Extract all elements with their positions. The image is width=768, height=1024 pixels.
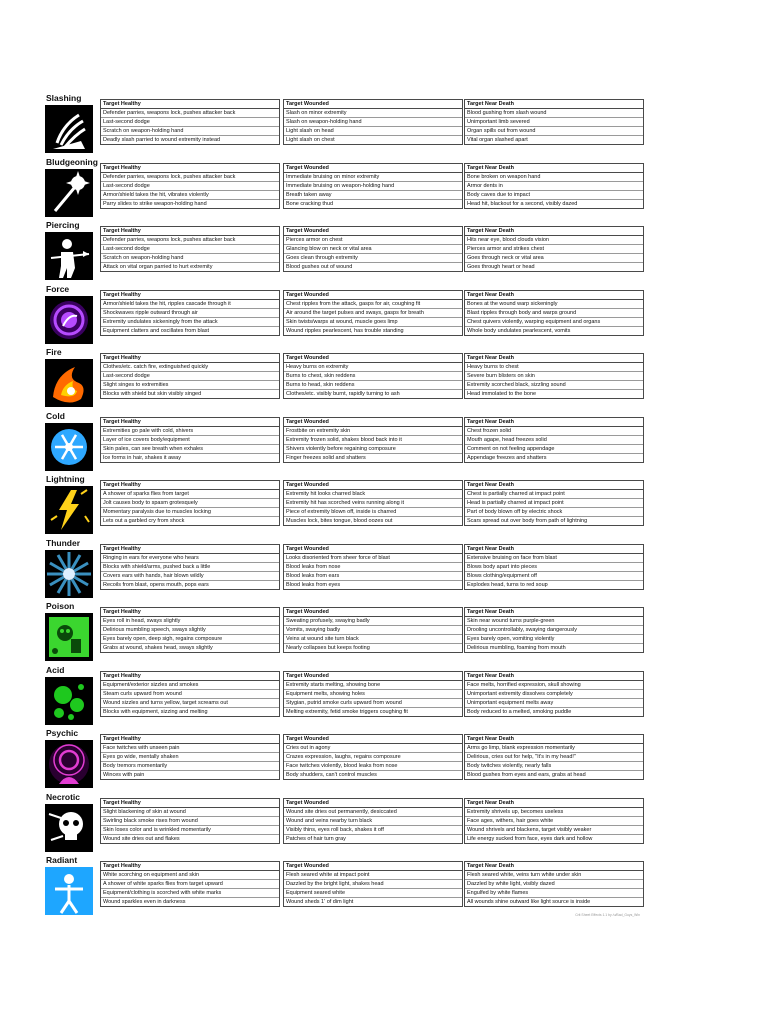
- table-row: Blood leaks from eyes: [286, 581, 341, 588]
- table-row: Shockwaves ripple outward through air: [101, 309, 279, 318]
- table-header: Target Healthy: [101, 862, 279, 871]
- effects-table: [100, 163, 280, 209]
- table-row: Blood gushing from slash wound: [465, 109, 643, 118]
- effects-table: [464, 734, 644, 780]
- table-row: Nearly collapses but keeps footing: [286, 645, 370, 651]
- table-row: Vital organ slashed apart: [467, 137, 528, 143]
- table-row: Organ spills out from wound: [465, 127, 643, 136]
- table-row: Attack on vital organ parried to hurt extremity: [103, 264, 213, 270]
- table-header: Target Wounded: [284, 481, 462, 490]
- table-header: Target Wounded: [284, 354, 462, 363]
- fire-icon: [45, 359, 93, 407]
- table-header: Target Healthy: [101, 545, 279, 554]
- table-header: Target Healthy: [101, 354, 279, 363]
- effects-table: [100, 671, 280, 717]
- table-row: Wound and veins nearby turn black: [284, 817, 462, 826]
- table-row: Extremity hit looks charred black: [284, 490, 462, 499]
- effects-table: [100, 353, 280, 399]
- effects-table: [464, 861, 644, 907]
- table-row: Skin twists/warps at wound, muscle goes limp: [284, 318, 462, 327]
- table-row: Blood leaks from nose: [284, 563, 462, 572]
- table-row: Flesh seared white at impact point: [284, 871, 462, 880]
- table-row: Drooling uncontrollably, swaying dangerously: [465, 626, 643, 635]
- effects-table: [283, 417, 463, 463]
- section-lightning: [44, 473, 768, 537]
- section-bludgeoning: [44, 156, 768, 220]
- table-row: Delirious mumbling, foaming from mouth: [467, 645, 566, 651]
- effects-table: [283, 480, 463, 526]
- table-header: Target Healthy: [101, 608, 279, 617]
- table-header: Target Wounded: [284, 227, 462, 236]
- table-row: Wound sheds 1' of dim light: [286, 899, 354, 905]
- table-row: Blocks with shield/arms, pushed back a little: [101, 563, 279, 572]
- table-header: Target Healthy: [101, 799, 279, 808]
- section-title: Cold: [46, 410, 65, 421]
- table-row: Extremity undulates sickeningly from the attack: [101, 318, 279, 327]
- table-row: Last-second dodge: [101, 118, 279, 127]
- table-header: Target Near Death: [465, 227, 643, 236]
- table-row: Stygian, putrid smoke curls upward from wound: [284, 699, 462, 708]
- table-row: Wound site dries out permanently, desiccated: [284, 808, 462, 817]
- table-row: Last-second dodge: [101, 372, 279, 381]
- table-row: Head immolated to the bone: [467, 391, 537, 397]
- table-row: Extremity shrivels up, becomes useless: [465, 808, 643, 817]
- section-cold: [44, 410, 768, 474]
- effects-table: [100, 544, 280, 590]
- table-header: Target Healthy: [101, 481, 279, 490]
- table-header: Target Near Death: [465, 481, 643, 490]
- table-row: Extremities go pale with cold, shivers: [101, 427, 279, 436]
- table-row: Blood leaks from ears: [284, 572, 462, 581]
- section-title: Acid: [46, 664, 65, 675]
- thunder-icon: [45, 550, 93, 598]
- table-row: Defender parries, weapons lock, pushes attacker back: [101, 109, 279, 118]
- table-row: Equipment seared white: [284, 889, 462, 898]
- table-row: Slight singes to extremities: [101, 381, 279, 390]
- lightning-icon: [45, 486, 93, 534]
- table-row: Wound site dries out and flakes: [103, 835, 180, 842]
- table-row: Skin loses color and is wrinkled momentarily: [101, 826, 279, 835]
- table-row: Blocks with shield but skin visibly singed: [103, 391, 202, 397]
- table-row: Equipment/exterior sizzles and smokes: [101, 681, 279, 690]
- table-row: Momentary paralysis due to muscles locking: [101, 508, 279, 517]
- table-row: Last-second dodge: [101, 182, 279, 191]
- table-row: Goes through heart or head: [467, 264, 535, 270]
- table-row: Body caves due to impact: [465, 191, 643, 200]
- table-row: Slash on weapon-holding hand: [284, 118, 462, 127]
- table-row: Visibly thins, eyes roll back, shakes it off: [284, 826, 462, 835]
- table-row: Chest quivers violently, warping equipment and organs: [465, 318, 643, 327]
- effects-table: [283, 99, 463, 145]
- table-row: Finger freezes solid and shatters: [286, 454, 366, 461]
- effects-table: [283, 544, 463, 590]
- table-row: Extremity scorched black, sizzling sound: [465, 381, 643, 390]
- table-row: Delirious mumbling speech, sways slightly: [101, 626, 279, 635]
- table-row: Defender parries, weapons lock, pushes attacker back: [101, 173, 279, 182]
- effects-table: [283, 607, 463, 653]
- table-row: Face twitches with unseen pain: [101, 744, 279, 753]
- table-row: Arms go limp, blank expression momentarily: [465, 744, 643, 753]
- table-row: Ringing in ears for everyone who hears: [101, 554, 279, 563]
- effects-table: [283, 163, 463, 209]
- table-row: Breath taken away: [284, 191, 462, 200]
- effects-table: [283, 226, 463, 272]
- table-row: Bones at the wound warp sickeningly: [465, 300, 643, 309]
- table-row: Face melts, horrified expression, skull showing: [465, 681, 643, 690]
- effects-table: [464, 607, 644, 653]
- table-row: Skin pales, can see breath when exhales: [101, 445, 279, 454]
- table-row: Eyes barely open, vomiting violently: [465, 635, 643, 644]
- table-row: Looks disoriented from sheer force of blast: [284, 554, 462, 563]
- table-row: Hits near eye, blood clouds vision: [465, 236, 643, 245]
- table-row: Ice forms in hair, shakes it away: [103, 454, 181, 461]
- effects-table: [464, 163, 644, 209]
- table-row: Last-second dodge: [101, 245, 279, 254]
- effects-table: [464, 226, 644, 272]
- table-row: Blood gushes out of wound: [286, 264, 353, 270]
- table-row: Jolt causes body to spasm grotesquely: [101, 499, 279, 508]
- table-header: Target Wounded: [284, 100, 462, 109]
- effects-table: [283, 353, 463, 399]
- table-row: Body twitches violently, nearly falls: [465, 762, 643, 771]
- table-row: Delirious, cries out for help, "It's in my head!": [465, 753, 643, 762]
- section-acid: [44, 664, 768, 728]
- cold-icon: [45, 423, 93, 471]
- table-row: A shower of white sparks flies from target upward: [101, 880, 279, 889]
- table-row: Comment on not feeling appendage: [465, 445, 643, 454]
- table-header: Target Near Death: [465, 354, 643, 363]
- table-row: Flesh seared white, veins turn white under skin: [465, 871, 643, 880]
- table-row: Face twitches violently, blood leaks from nose: [284, 762, 462, 771]
- table-row: Veins at wound site turn black: [284, 635, 462, 644]
- effects-table: [464, 544, 644, 590]
- table-row: Swirling black smoke rises from wound: [101, 817, 279, 826]
- section-title: Lightning: [46, 474, 85, 484]
- table-row: Extensive bruising on face from blast: [465, 554, 643, 563]
- table-row: Equipment melts, showing holes: [284, 690, 462, 699]
- table-row: Wound sizzles and turns yellow, target screams out: [101, 699, 279, 708]
- table-row: Heavy burns on extremity: [284, 363, 462, 372]
- table-header: Target Near Death: [465, 291, 643, 300]
- table-row: Face ages, withers, hair goes white: [465, 817, 643, 826]
- table-row: Eyes go wide, mentally shaken: [101, 753, 279, 762]
- effects-table: [100, 798, 280, 844]
- table-header: Target Wounded: [284, 291, 462, 300]
- table-row: Crazes expression, laughs, regains composure: [284, 753, 462, 762]
- effects-table: [283, 290, 463, 336]
- table-header: Target Healthy: [101, 418, 279, 427]
- table-header: Target Wounded: [284, 608, 462, 617]
- table-header: Target Healthy: [101, 735, 279, 744]
- section-title: Psychic: [46, 728, 79, 738]
- table-header: Target Wounded: [284, 545, 462, 554]
- table-header: Target Wounded: [284, 799, 462, 808]
- table-row: Light slash on head: [284, 127, 462, 136]
- table-header: Target Healthy: [101, 227, 279, 236]
- table-row: Winces with pain: [103, 772, 145, 778]
- table-row: Pierces armor on chest: [284, 236, 462, 245]
- poison-icon: [45, 613, 93, 661]
- table-header: Target Near Death: [465, 799, 643, 808]
- table-row: White scorching on equipment and skin: [101, 871, 279, 880]
- effects-table: [464, 99, 644, 145]
- effects-table: [100, 480, 280, 526]
- table-header: Target Wounded: [284, 672, 462, 681]
- effects-table: [464, 290, 644, 336]
- table-row: Explodes head, turns to red soup: [467, 581, 548, 588]
- table-row: Parry slides to strike weapon-holding hand: [103, 200, 207, 207]
- table-row: Blows body apart into pieces: [465, 563, 643, 572]
- table-row: Immediate bruising on weapon-holding hand: [284, 182, 462, 191]
- table-row: Muscles lock, bites tongue, blood oozes out: [286, 518, 393, 524]
- table-row: Layer of ice covers body/equipment: [101, 436, 279, 445]
- effects-table: [464, 798, 644, 844]
- table-row: Dazzled by white light, visibly dazed: [465, 880, 643, 889]
- table-row: Sweating profusely, swaying badly: [284, 617, 462, 626]
- necrotic-icon: [45, 804, 93, 852]
- section-radiant: [44, 854, 768, 918]
- table-row: Scratch on weapon-holding hand: [101, 254, 279, 263]
- table-row: Wound sparkles even in darkness: [103, 899, 186, 905]
- table-row: Slash on minor extremity: [284, 109, 462, 118]
- section-title: Thunder: [46, 537, 80, 548]
- table-row: Armor/shield takes the hit, vibrates violently: [101, 191, 279, 200]
- table-row: Goes through neck or vital area: [465, 254, 643, 263]
- force-icon: [45, 296, 93, 344]
- effects-table: [283, 734, 463, 780]
- table-row: Blast ripples through body and warps ground: [465, 309, 643, 318]
- table-row: Deadly slash parried to wound extremity instead: [103, 137, 221, 143]
- bludgeoning-icon: [45, 169, 93, 217]
- section-title: Bludgeoning: [46, 156, 98, 167]
- table-row: Bone broken on weapon hand: [465, 173, 643, 182]
- table-row: Blows clothing/equipment off: [465, 572, 643, 581]
- table-row: Unimportant extremity dissolves completely: [465, 690, 643, 699]
- section-poison: [44, 600, 768, 664]
- table-header: Target Near Death: [465, 545, 643, 554]
- effects-table: [100, 99, 280, 145]
- table-row: Head hit, blackout for a second, visibly dazed: [467, 200, 578, 207]
- effects-table: [100, 290, 280, 336]
- table-row: Cries out in agony: [284, 744, 462, 753]
- table-row: Shivers violently before regaining composure: [284, 445, 462, 454]
- table-row: Wound shrivels and blackens, target visibly weaker: [465, 826, 643, 835]
- table-row: Extremity frozen solid, shakes blood back into it: [284, 436, 462, 445]
- slashing-icon: [45, 105, 93, 153]
- table-row: Part of body blown off by electric shock: [465, 508, 643, 517]
- table-row: Unimportant limb severed: [465, 118, 643, 127]
- table-row: Blocks with equipment, sizzing and melting: [103, 708, 208, 715]
- table-row: Dazzled by the bright light, shakes head: [284, 880, 462, 889]
- table-row: Piece of extremity blown off, inside is charred: [284, 508, 462, 517]
- table-row: Goes clean through extremity: [284, 254, 462, 263]
- effects-table: [283, 861, 463, 907]
- table-row: Lets out a garbled cry from shock: [103, 518, 185, 524]
- table-row: Equipment/clothing is scorched with white marks: [101, 889, 279, 898]
- table-row: Whole body undulates pearlescent, vomits: [467, 327, 571, 334]
- table-row: Body shudders, can't control muscles: [286, 772, 377, 778]
- table-header: Target Near Death: [465, 100, 643, 109]
- table-row: Burns to chest, skin reddens: [284, 372, 462, 381]
- section-necrotic: [44, 791, 768, 855]
- effects-table: [464, 353, 644, 399]
- table-row: Light slash on chest: [286, 137, 335, 143]
- section-title: Force: [46, 283, 70, 294]
- effects-table: [100, 607, 280, 653]
- table-row: Extremity starts melting, showing bone: [284, 681, 462, 690]
- table-row: Wound ripples pearlescent, has trouble standing: [286, 327, 404, 334]
- section-title: Fire: [46, 347, 62, 357]
- table-row: Engulfed by white flames: [465, 889, 643, 898]
- effects-table: [464, 417, 644, 463]
- section-slashing: [44, 92, 768, 156]
- section-title: Radiant: [46, 855, 78, 865]
- table-header: Target Healthy: [101, 100, 279, 109]
- table-row: Clothes/etc. visibly burnt, rapidly turning to ash: [286, 391, 400, 397]
- table-header: Target Wounded: [284, 735, 462, 744]
- table-row: Slight blackening of skin at wound: [101, 808, 279, 817]
- table-row: Recoils from blast, opens mouth, pops ears: [103, 581, 209, 588]
- table-row: Pierces armor and strikes chest: [465, 245, 643, 254]
- table-row: Heavy burns to chest: [465, 363, 643, 372]
- section-title: Piercing: [46, 220, 80, 230]
- radiant-icon: [45, 867, 93, 915]
- table-row: Body tremors momentarily: [101, 762, 279, 771]
- table-row: Head is partially charred at impact point: [465, 499, 643, 508]
- table-header: Target Near Death: [465, 164, 643, 173]
- table-row: A shower of sparks flies from target: [101, 490, 279, 499]
- effects-table: [283, 798, 463, 844]
- table-row: Body reduced to a melted, smoking puddle: [467, 708, 572, 715]
- table-header: Target Near Death: [465, 608, 643, 617]
- table-row: Mouth agape, head freezes solid: [465, 436, 643, 445]
- section-title: Poison: [46, 601, 75, 611]
- effects-table: [464, 671, 644, 717]
- table-header: Target Healthy: [101, 164, 279, 173]
- section-thunder: [44, 537, 768, 601]
- effects-table: [464, 480, 644, 526]
- table-row: Scars spread out over body from path of lightning: [467, 518, 588, 524]
- table-header: Target Wounded: [284, 862, 462, 871]
- table-header: Target Wounded: [284, 418, 462, 427]
- table-row: Extremity hit has scorched veins running along it: [284, 499, 462, 508]
- table-row: Eyes barely open, deep sigh, regains composure: [101, 635, 279, 644]
- table-row: Blood gushes from eyes and ears, grabs at head: [467, 772, 586, 778]
- section-title: Necrotic: [46, 791, 81, 802]
- table-header: Target Near Death: [465, 418, 643, 427]
- table-row: Clothes/etc. catch fire, extinguished quickly: [101, 363, 279, 372]
- table-row: Immediate bruising on minor extremity: [284, 173, 462, 182]
- table-row: Eyes roll in head, sways slightly: [101, 617, 279, 626]
- table-row: Defender parries, weapons lock, pushes attacker back: [101, 236, 279, 245]
- table-row: Frostbite on extremity skin: [284, 427, 462, 436]
- section-piercing: [44, 219, 768, 283]
- piercing-icon: [45, 232, 93, 280]
- table-row: All wounds shine outward like light source is inside: [467, 899, 591, 905]
- effects-table: [100, 226, 280, 272]
- table-header: Target Wounded: [284, 164, 462, 173]
- table-row: Melting extremity, fetid smoke triggers coughing fit: [286, 708, 408, 715]
- effects-table: [283, 671, 463, 717]
- table-row: Equipment clatters and oscillates from blast: [103, 327, 210, 334]
- table-row: Chest ripples from the attack, gasps for air, coughing fit: [284, 300, 462, 309]
- table-row: Life energy sucked from face, eyes dark and hollow: [467, 835, 593, 842]
- table-row: Appendage freezes and shatters: [467, 454, 547, 461]
- section-force: [44, 283, 768, 347]
- table-row: Patches of hair turn gray: [286, 835, 346, 842]
- section-title: Slashing: [46, 93, 82, 103]
- psychic-icon: [45, 740, 93, 788]
- effects-table: [100, 417, 280, 463]
- effects-table: [100, 734, 280, 780]
- table-row: Glancing blow on neck or vital area: [284, 245, 462, 254]
- table-row: Skin near wound turns purple-green: [465, 617, 643, 626]
- table-row: Chest frozen solid: [465, 427, 643, 436]
- table-row: Armor/shield takes the hit, ripples cascade through it: [101, 300, 279, 309]
- table-header: Target Healthy: [101, 291, 279, 300]
- table-row: Chest is partially charred at impact point: [465, 490, 643, 499]
- table-row: Steam curls upward from wound: [101, 690, 279, 699]
- table-row: Severe burn blisters on skin: [465, 372, 643, 381]
- table-header: Target Healthy: [101, 672, 279, 681]
- footer-credit: Crit Sheet Effects 1.1 by /u/Bad_Guys_Win: [575, 913, 640, 917]
- table-header: Target Near Death: [465, 672, 643, 681]
- table-header: Target Near Death: [465, 735, 643, 744]
- table-row: Scratch on weapon-holding hand: [101, 127, 279, 136]
- effects-table: [100, 861, 280, 907]
- section-fire: [44, 346, 768, 410]
- section-psychic: [44, 727, 768, 791]
- table-row: Bone cracking thud: [286, 200, 334, 207]
- acid-icon: [45, 677, 93, 725]
- table-row: Vomits, swaying badly: [284, 626, 462, 635]
- table-row: Air around the target pulses and sways, gasps for breath: [284, 309, 462, 318]
- table-row: Grabs at wound, shakes head, sways slightly: [103, 645, 213, 651]
- table-header: Target Near Death: [465, 862, 643, 871]
- table-row: Covers ears with hands, hair blown wildly: [101, 572, 279, 581]
- table-row: Burns to head, skin reddens: [284, 381, 462, 390]
- table-row: Armor dents in: [465, 182, 643, 191]
- table-row: Unimportant equipment melts away: [465, 699, 643, 708]
